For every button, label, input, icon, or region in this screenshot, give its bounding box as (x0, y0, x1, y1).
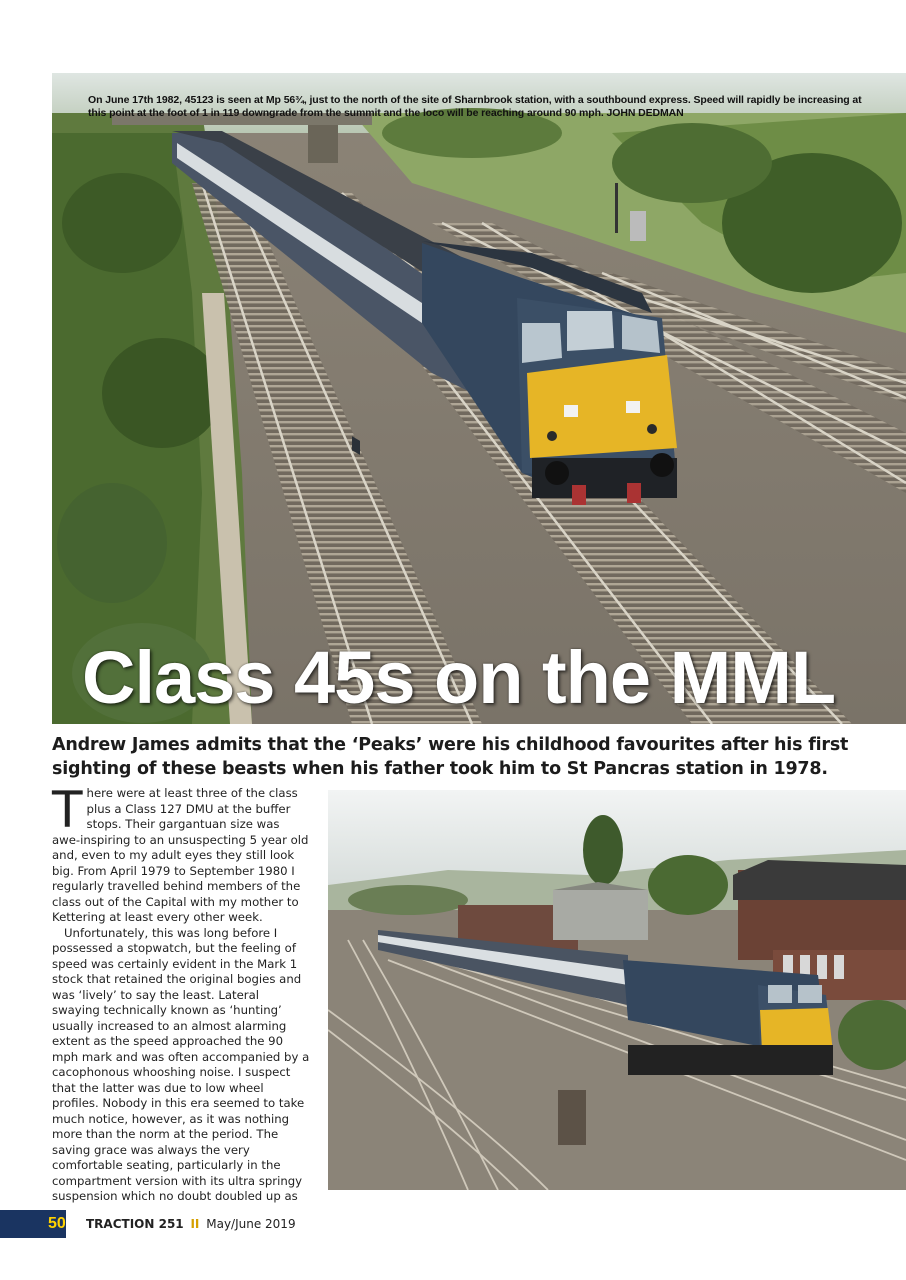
secondary-photo (328, 790, 906, 1190)
magazine-title: TRACTION 251 (86, 1217, 184, 1231)
paragraph-2: Unfortunately, this was long before I possessed a stopwatch, but the feeling of speed was certainly evident in the Mark 1 stock that retained the original bogies and was ‘lively’ to say the least. Lateral swaying technically known as ‘hunting’ usually increased to an almost alarming extent as the speed approached the 90 mph mark and was often accompanied by a cacophonous whooshing noise. I suspect that the latter was due to low wheel profiles. Nobody in this era seemed to take much notice, however, as it was nothing more than the norm at the period. The saving grace was always the very comfortable seating, particularly in the compartment version with its ultra springy suspension which no doubt doubled up as (52, 925, 310, 1203)
article-standfirst: Andrew James admits that the ‘Peaks’ were his childhood favourites after his first sighting of these beasts when his father took him to St Pancras station in 1978. (52, 735, 849, 779)
paragraph-1-text: here were at least three of the class plus a Class 127 DMU at the buffer stops. Their gargantuan size was awe-inspiring to an unsuspecting 5 year old and, even to my adult eyes they still look big. From April 1979 to September 1980 I regularly travelled behind members of the class out of the Capital with my mother to Kettering at least every other week. (52, 786, 309, 924)
photo-caption: On June 17th 1982, 45123 is seen at Mp 56¾, just to the north of the site of Sharnbrook station, with a southbound express. Speed will rapidly be increasing at this point at the foot of 1 in 119 downgrade from the summit and the loco will be reaching around 90 mph. JOHN DEDMAN (88, 94, 862, 119)
paragraph-1 (52, 781, 310, 926)
footer-issue-info (86, 1217, 296, 1231)
page-footer (0, 1210, 906, 1238)
train-photo-illustration (52, 73, 906, 724)
issue-date: May/June 2019 (206, 1217, 296, 1231)
footer-separator: II (190, 1217, 200, 1231)
page-number: 50 (48, 1215, 66, 1232)
main-photo (52, 73, 906, 724)
article-headline: Class 45s on the MML (82, 636, 836, 719)
station-train-illustration (328, 790, 906, 1190)
drop-cap: T (52, 781, 83, 839)
article-body (52, 781, 310, 1205)
